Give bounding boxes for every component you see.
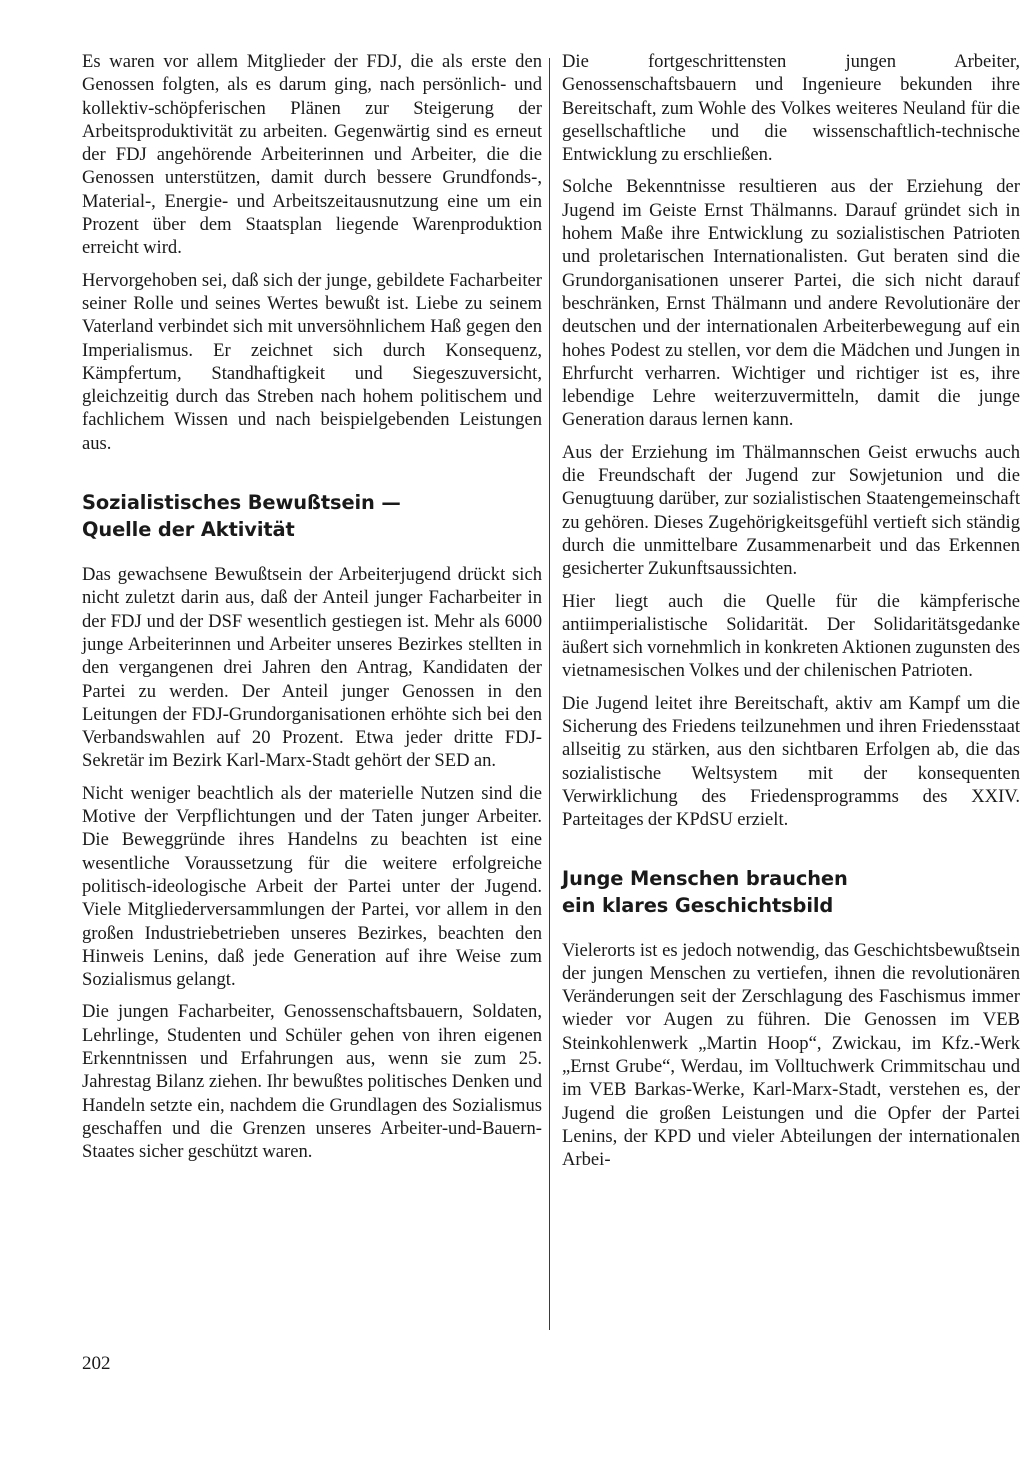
left-column (82, 50, 542, 1172)
paragraph: Die fortgeschrittensten jungen Arbeiter, Genossenschaftsbauern und Ingenieure bekunden ihre Bereitschaft, zum Wohle des Volkes weiteres Neuland für die gesellschaftliche und die wissenschaftlich-technische Entwicklung zu erschließen. (562, 51, 1020, 166)
paragraph: Vielerorts ist es jedoch notwendig, das Geschichtsbewußtsein der jungen Menschen zu vertiefen, ihnen die revolutionären Veränderungen seit der Zerschlagung des Faschismus immer wieder vor Augen zu führen. Die Genossen im VEB Steinkohlenwerk „Martin Hoop“, Zwickau, im Kfz.-Werk „Ernst Grube“, Werdau, im Volltuchwerk Crimmitschau und im VEB Barkas-Werke, Karl-Marx-Stadt, verstehen es, der Jugend die großen Leistungen und die Opfer der Partei Lenins, der KPD und vieler Abteilungen der internationalen Arbei- (562, 939, 1020, 1171)
paragraph: Die Jugend leitet ihre Bereitschaft, aktiv am Kampf um die Sicherung des Friedens teilzunehmen und ihren Friedensstaat allseitig zu stärken, aus den sichtbaren Erfolgen ab, die das sozialistische Weltsystem mit der konsequenten Verwirklichung des Friedensprogramms des XXIV. Parteitages der KPdSU erzielt. (562, 692, 1020, 831)
heading-line: Sozialistisches Bewußtsein — (82, 491, 401, 515)
paragraph: Aus der Erziehung im Thälmannschen Geist erwuchs auch die Freundschaft der Jugend zur Sowjetunion und die Genugtuung darüber, zur sozialistischen Staatengemeinschaft zu gehören. Dieses Zugehörigkeitsgefühl vertieft sich ständig durch die unmittelbare Zusammenarbeit und das Erkennen gesicherter Zukunftsaussichten. (562, 441, 1020, 580)
page-number: 202 (82, 1353, 111, 1374)
section-heading-geschichtsbild (562, 865, 1020, 919)
paragraph: Solche Bekenntnisse resultieren aus der Erziehung der Jugend im Geiste Ernst Thälmanns. Darauf gründet sich in hohem Maße ihre Entwicklung zu sozialistischen Patrioten und proletarischen Internationalisten. Gut beraten sind die Grundorganisationen unserer Partei, die sich nicht darauf beschränken, Ernst Thälmann und andere Revolutionäre der deutschen und der internationalen Arbeiterbewegung auf ein hohes Podest zu stellen, vor dem die Mädchen und Jungen in Ehrfurcht verharren. Wichtiger und richtiger ist es, ihre lebendige Lehre weiterzuvermitteln, damit die junge Generation daraus lernen kann. (562, 176, 1020, 431)
column-divider (549, 58, 550, 1330)
paragraph: Das gewachsene Bewußtsein der Arbeiterjugend drückt sich nicht zuletzt darin aus, daß der Anteil junger Facharbeiter in der FDJ und der DSF wesentlich gestiegen ist. Mehr als 6000 junge Arbeiterinnen und Arbeiter unseres Bezirkes stellten in den vergangenen drei Jahren den Antrag, Kandidaten der Partei zu werden. Der Anteil junger Genossen in den Leitungen der FDJ-Grundorganisationen erhöhte sich bei den Verbandswahlen auf 20 Prozent. Etwa jeder dritte FDJ-Sekretär im Bezirk Karl-Marx-Stadt gehört der SED an. (82, 564, 542, 772)
section-heading-bewusstsein (82, 489, 542, 543)
right-column (562, 50, 1020, 1180)
heading-line: Quelle der Aktivität (82, 518, 295, 542)
paragraph: Es waren vor allem Mitglieder der FDJ, die als erste den Genossen folgten, als es darum ging, nach persönlich- und kollektiv-schöpferischen Plänen zur Steigerung der Arbeitsproduktivität zu arbeiten. Gegenwärtig sind es erneut der FDJ angehörende Arbeiterinnen und Arbeiter, die die Genossen unterstützen, damit durch bessere Grundfonds-, Material-, Energie- und Arbeitszeitausnutzung eine um ein Prozent über dem Staatsplan liegende Warenproduktion erreicht wird. (82, 51, 542, 259)
paragraph: Die jungen Facharbeiter, Genossenschaftsbauern, Soldaten, Lehrlinge, Studenten und Schüler gehen von ihren eigenen Erkenntnissen und Erfahrungen aus, wenn sie zum 25. Jahrestag Bilanz ziehen. Ihr bewußtes politisches Denken und Handeln setzte ein, nachdem die Grundlagen des Sozialismus geschaffen und die Grenzen unseres Arbeiter-und-Bauern-Staates sicher geschützt waren. (82, 1001, 542, 1163)
heading-line: Junge Menschen brauchen (562, 866, 848, 890)
paragraph: Nicht weniger beachtlich als der materielle Nutzen sind die Motive der Verpflichtungen und der Taten junger Arbeiter. Die Beweggründe ihres Handelns zu beachten ist eine wesentliche Voraussetzung für die weitere erfolgreiche politisch-ideologische Arbeit der Partei unter der Jugend. Viele Mitgliederversammlungen der Partei, vor allem in den großen Industriebetrieben unseres Bezirkes, beachten den Hinweis Lenins, daß jede Generation auf ihre Weise zum Sozialismus gelangt. (82, 782, 542, 991)
paragraph: Hervorgehoben sei, daß sich der junge, gebildete Facharbeiter seiner Rolle und seines Wertes bewußt ist. Liebe zu seinem Vaterland verbindet sich mit unversöhnlichem Haß gegen den Imperialismus. Er zeichnet sich durch Konsequenz, Kämpfertum, Standhaftigkeit und Siegeszuversicht, gleichzeitig durch das Streben nach hohem politischem und fachlichem Wissen und nach beispielgebenden Leistungen aus. (82, 269, 542, 454)
paragraph: Hier liegt auch die Quelle für die kämpferische antiimperialistische Solidarität. Der Solidaritätsgedanke äußert sich vornehmlich in konkreten Aktionen zugunsten des vietnamesischen Volkes und der chilenischen Patrioten. (562, 590, 1020, 682)
heading-line: ein klares Geschichtsbild (562, 893, 834, 917)
